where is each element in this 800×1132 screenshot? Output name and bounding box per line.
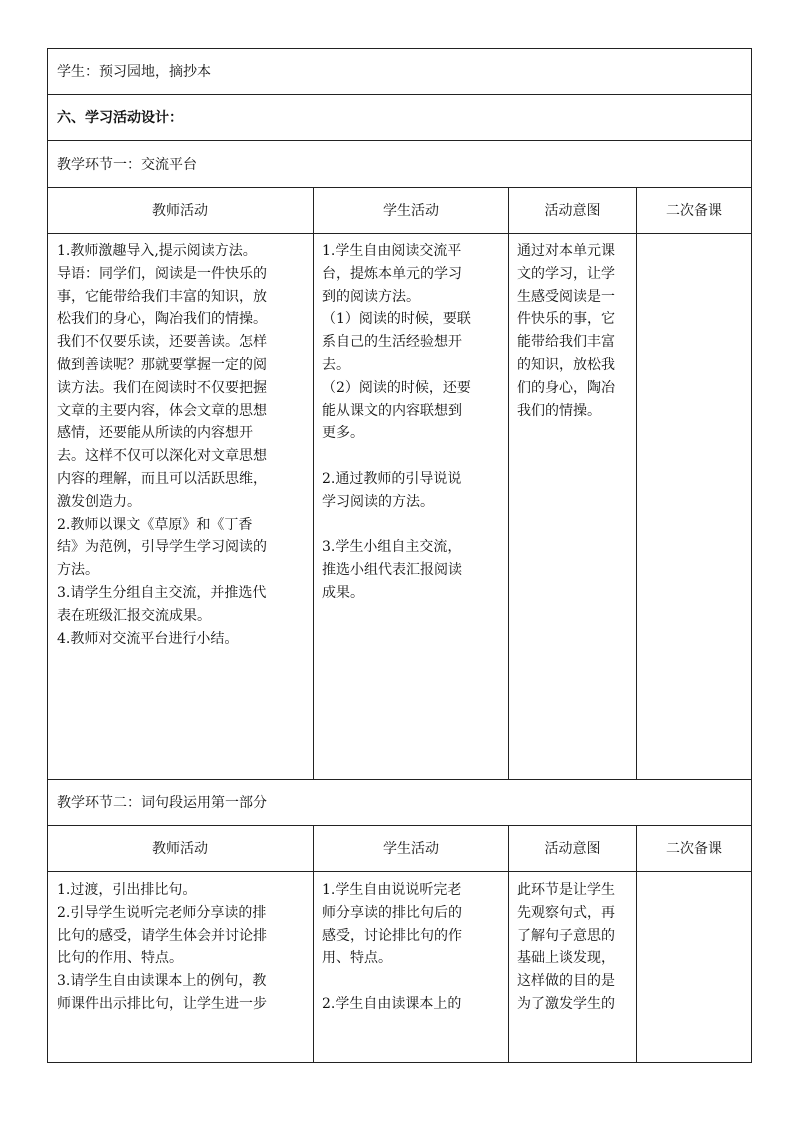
header-teacher-activity: 教师活动 — [152, 841, 208, 857]
cell-line: 用、特点。 — [322, 950, 392, 967]
header-second-prep: 二次备课 — [666, 203, 722, 219]
section-heading: 六、学习活动设计： — [57, 110, 183, 126]
cell-line: 师课件出示排比句，让学生进一步 — [57, 995, 267, 1012]
cell-line: （1）阅读的时候，要联 — [322, 311, 471, 328]
cell-line: 3.学生小组自主交流， — [322, 539, 462, 556]
border-line — [47, 140, 752, 141]
header-teacher-activity: 教师活动 — [152, 203, 208, 219]
cell-line: 基础上谈发现， — [517, 950, 615, 967]
cell-line: 为了激发学生的 — [517, 995, 615, 1012]
border-line — [47, 779, 752, 780]
cell-line: 做到善读呢？那就要掌握一定的阅 — [57, 356, 267, 373]
header-second-prep: 二次备课 — [666, 841, 722, 857]
step-two-title: 教学环节二：词句段运用第一部分 — [57, 795, 267, 811]
header-student-activity: 学生活动 — [383, 203, 439, 219]
cell-line: 表在班级汇报交流成果。 — [57, 607, 211, 624]
cell-line: 此环节是让学生 — [517, 882, 615, 898]
cell-line: 2.学生自由读课本上的 — [322, 995, 462, 1012]
border-line — [47, 187, 752, 188]
cell-line: 的知识，放松我 — [517, 356, 615, 373]
cell-line: 2.通过教师的引导说说 — [322, 470, 462, 487]
border-line — [313, 187, 314, 779]
teacher-activity-cell — [57, 879, 267, 1016]
cell-line: 结》为范例，引导学生学习阅读的 — [57, 539, 267, 556]
border-line — [47, 1062, 752, 1063]
activity-intent-cell — [517, 240, 615, 422]
cell-line: 这样做的目的是 — [517, 973, 615, 990]
cell-line: 文章的主要内容，体会文章的思想 — [57, 402, 267, 419]
step-one-title: 教学环节一：交流平台 — [57, 157, 197, 173]
cell-line: 了解句子意思的 — [517, 927, 615, 944]
cell-line: 感受，讨论排比句的作 — [322, 927, 462, 944]
border-line — [751, 48, 752, 1063]
cell-line: 到的阅读方法。 — [322, 288, 420, 305]
cell-line: 松我们的身心，陶冶我们的情操。 — [57, 311, 267, 328]
cell-line: 师分享读的排比句后的 — [322, 904, 462, 921]
cell-line: （2）阅读的时候，还要 — [322, 379, 471, 396]
header-student-activity: 学生活动 — [383, 841, 439, 857]
teacher-activity-cell — [57, 240, 267, 650]
cell-line: 2.引导学生说听完老师分享读的排 — [57, 904, 267, 921]
cell-line: 成果。 — [322, 584, 364, 601]
cell-line: 更多。 — [322, 425, 364, 442]
cell-line: 3.请学生分组自主交流，并推选代 — [57, 584, 267, 601]
header-activity-intent: 活动意图 — [544, 203, 601, 219]
border-line — [47, 825, 752, 826]
cell-line: 能带给我们丰富 — [517, 334, 615, 351]
activity-intent-cell — [517, 879, 615, 1016]
cell-line: 方法。 — [57, 562, 99, 579]
cell-line: 能从课文的内容联想到 — [322, 402, 462, 419]
border-line — [47, 94, 752, 95]
cell-line: 2.教师以课文《草原》和《丁香 — [57, 516, 253, 533]
cell-line: 推选小组代表汇报阅读 — [322, 562, 462, 579]
border-line — [47, 48, 752, 49]
border-line — [47, 233, 752, 234]
cell-line — [322, 514, 471, 537]
cell-line: 们的身心，陶冶 — [517, 379, 615, 396]
cell-line — [322, 445, 471, 468]
cell-line: 台，提炼本单元的学习 — [322, 265, 462, 282]
border-line — [636, 187, 637, 779]
cell-line: 比句的作用、特点。 — [57, 950, 183, 967]
cell-line: 读方法。我们在阅读时不仅要把握 — [57, 379, 267, 396]
cell-line: 生感受阅读是一 — [517, 288, 615, 305]
lesson-plan-table — [47, 48, 752, 1063]
cell-line: 1.学生自由阅读交流平 — [322, 243, 462, 259]
cell-line: 感情，还要能从所读的内容想开 — [57, 425, 253, 442]
border-line — [313, 825, 314, 1062]
student-activity-cell — [322, 879, 462, 1016]
border-line — [508, 825, 509, 1062]
cell-line: 内容的理解，而且可以活跃思维， — [57, 470, 267, 487]
cell-line: 去。 — [322, 356, 350, 373]
cell-line: 先观察句式，再 — [517, 904, 615, 921]
cell-line: 4.教师对交流平台进行小结。 — [57, 630, 239, 647]
cell-line: 事，它能带给我们丰富的知识，放 — [57, 288, 267, 305]
cell-line: 1.教师激趣导入,提示阅读方法。 — [57, 243, 257, 259]
cell-line: 1.过渡，引出排比句。 — [57, 882, 197, 898]
header-activity-intent: 活动意图 — [544, 841, 601, 857]
border-line — [47, 871, 752, 872]
cell-line: 通过对本单元课 — [517, 243, 615, 259]
cell-line — [322, 970, 462, 993]
cell-line: 文的学习，让学 — [517, 265, 615, 282]
border-line — [508, 187, 509, 779]
cell-line: 去。这样不仅可以深化对文章思想 — [57, 448, 267, 465]
student-activity-cell — [322, 240, 471, 605]
cell-line: 3.请学生自由读课本上的例句，教 — [57, 973, 267, 990]
cell-line: 1.学生自由说说听完老 — [322, 882, 462, 898]
cell-line: 导语：同学们，阅读是一件快乐的 — [57, 265, 267, 282]
cell-line: 我们不仅要乐读，还要善读。怎样 — [57, 334, 267, 351]
student-prep-text: 学生：预习园地，摘抄本 — [57, 64, 211, 80]
cell-line: 我们的情操。 — [517, 402, 601, 419]
cell-line: 系自己的生活经验想开 — [322, 334, 462, 351]
border-line — [636, 825, 637, 1062]
cell-line: 件快乐的事，它 — [517, 311, 615, 328]
cell-line: 学习阅读的方法。 — [322, 493, 434, 510]
cell-line: 比句的感受，请学生体会并讨论排 — [57, 927, 267, 944]
cell-line: 激发创造力。 — [57, 493, 141, 510]
